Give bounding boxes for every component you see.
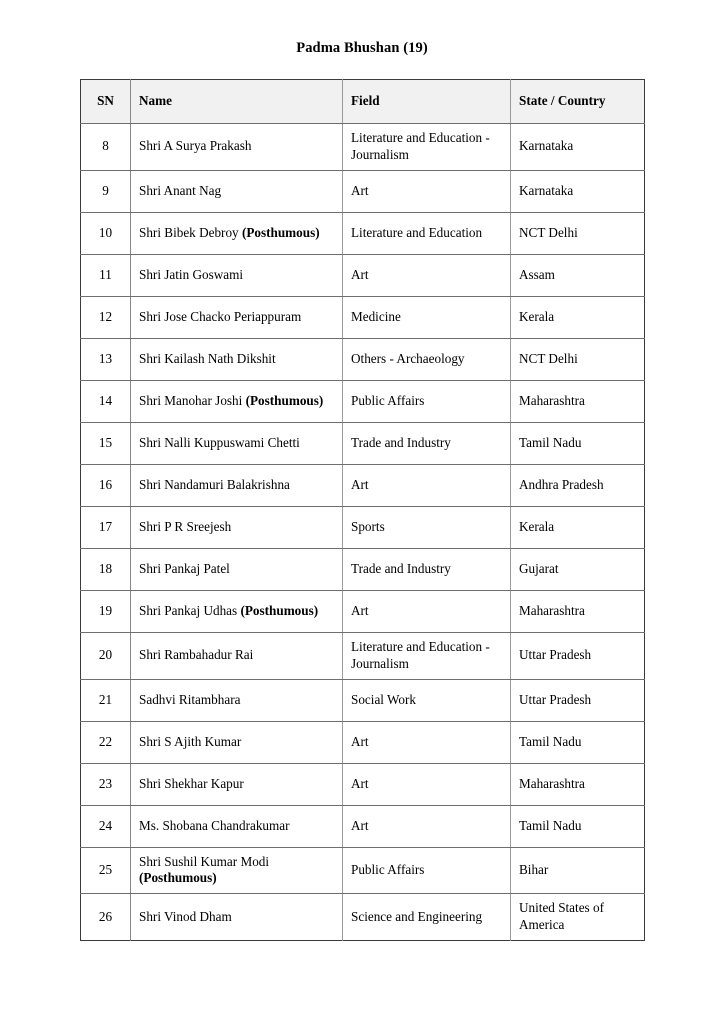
cell-state: United States of America [519,900,604,933]
cell-sn: 12 [81,296,131,338]
table-body [81,124,645,941]
cell-field: Literature and Education - Journalism [343,124,511,171]
cell-field: Sports [343,506,511,548]
awardee-name: Shri Bibek Debroy [139,224,239,240]
cell-sn: 14 [81,380,131,422]
cell-name [131,506,343,548]
awardee-name: Shri Nalli Kuppuswami Chetti [139,434,300,450]
awardee-name: Shri Rambahadur Rai [139,647,254,663]
cell-sn: 13 [81,338,131,380]
cell-state: Maharashtra [511,380,645,422]
cell-field: Literature and Education [343,212,511,254]
posthumous-label: (Posthumous) [241,224,320,240]
cell-name [131,124,343,171]
cell-sn: 24 [81,805,131,847]
cell-field: Trade and Industry [343,548,511,590]
cell-sn: 22 [81,721,131,763]
awards-table-container [80,79,644,941]
cell-state: Kerala [511,296,645,338]
cell-field: Art [343,170,511,212]
cell-name [131,338,343,380]
table-header [81,80,645,124]
table-row [81,679,645,721]
cell-state: Tamil Nadu [511,805,645,847]
cell-name [131,763,343,805]
cell-name [131,679,343,721]
cell-state: Gujarat [511,548,645,590]
awardee-name: Shri Nandamuri Balakrishna [139,476,290,492]
awardee-name: Shri Vinod Dham [139,908,232,924]
cell-state: Bihar [511,847,645,894]
cell-field: Others - Archaeology [343,338,511,380]
cell-field: Art [343,763,511,805]
column-header-field: Field [343,80,511,124]
cell-sn: 16 [81,464,131,506]
padma-bhushan-table [80,79,645,941]
cell-name [131,894,343,941]
awardee-name: Sadhvi Ritambhara [139,691,241,707]
cell-name [131,548,343,590]
table-row [81,422,645,464]
awardee-name: Shri Manohar Joshi [139,392,243,408]
table-row [81,763,645,805]
table-header-row [81,80,645,124]
cell-state: Uttar Pradesh [511,679,645,721]
awardee-name: Shri Kailash Nath Dikshit [139,350,276,366]
awardee-name: Shri Sushil Kumar Modi [139,853,270,869]
cell-state: Karnataka [511,170,645,212]
table-row [81,124,645,171]
awardee-name: Shri Anant Nag [139,182,222,198]
awardee-name: Ms. Shobana Chandrakumar [139,817,290,833]
cell-sn: 25 [81,847,131,894]
cell-sn: 8 [81,124,131,171]
cell-name [131,170,343,212]
cell-name [131,464,343,506]
table-row [81,296,645,338]
table-row [81,464,645,506]
awardee-name: Shri Pankaj Udhas [139,602,238,618]
table-row [81,254,645,296]
cell-field: Art [343,464,511,506]
cell-field: Art [343,590,511,632]
table-row [81,894,645,941]
cell-name [131,847,343,894]
cell-state: Karnataka [511,124,645,171]
page-title: Padma Bhushan (19) [296,40,428,56]
cell-state: Tamil Nadu [511,721,645,763]
cell-name [131,590,343,632]
posthumous-label: (Posthumous) [139,870,217,886]
awardee-name: Shri Jose Chacko Periappuram [139,308,302,324]
cell-field: Art [343,254,511,296]
cell-state: Maharashtra [511,763,645,805]
table-row [81,590,645,632]
table-row [81,548,645,590]
cell-name [131,805,343,847]
cell-field: Trade and Industry [343,422,511,464]
cell-sn: 20 [81,632,131,679]
cell-state: Assam [511,254,645,296]
cell-field: Public Affairs [343,380,511,422]
cell-sn: 23 [81,763,131,805]
cell-field: Public Affairs [343,847,511,894]
cell-name [131,254,343,296]
cell-field: Art [343,721,511,763]
posthumous-label: (Posthumous) [240,602,319,618]
cell-state: NCT Delhi [511,212,645,254]
table-row [81,380,645,422]
table-row [81,212,645,254]
cell-name [131,380,343,422]
awardee-name: Shri A Surya Prakash [139,138,252,154]
table-row [81,805,645,847]
cell-state: Uttar Pradesh [511,632,645,679]
table-row [81,721,645,763]
cell-sn: 17 [81,506,131,548]
cell-state: NCT Delhi [511,338,645,380]
cell-sn: 9 [81,170,131,212]
awardee-name: Shri Pankaj Patel [139,560,230,576]
table-row [81,170,645,212]
cell-sn: 21 [81,679,131,721]
table-row [81,338,645,380]
cell-sn: 11 [81,254,131,296]
cell-sn: 18 [81,548,131,590]
table-row [81,506,645,548]
cell-state: Maharashtra [511,590,645,632]
cell-name [131,632,343,679]
cell-sn: 15 [81,422,131,464]
cell-sn: 26 [81,894,131,941]
column-header-state: State / Country [511,80,645,124]
cell-field: Literature and Education - Journalism [343,632,511,679]
cell-name [131,422,343,464]
cell-field: Social Work [343,679,511,721]
cell-name [131,296,343,338]
cell-sn: 10 [81,212,131,254]
posthumous-label: (Posthumous) [245,392,324,408]
awardee-name: Shri Shekhar Kapur [139,775,244,791]
cell-field: Science and Engineering [343,894,511,941]
cell-state: Andhra Pradesh [511,464,645,506]
cell-name [131,212,343,254]
awardee-name: Shri P R Sreejesh [139,518,232,534]
cell-name [131,721,343,763]
cell-field: Art [343,805,511,847]
column-header-name: Name [131,80,343,124]
cell-sn: 19 [81,590,131,632]
awardee-name: Shri S Ajith Kumar [139,733,242,749]
table-row [81,632,645,679]
awardee-name: Shri Jatin Goswami [139,266,244,282]
table-row [81,847,645,894]
cell-state: Kerala [511,506,645,548]
cell-state: Tamil Nadu [511,422,645,464]
column-header-sn: SN [81,80,131,124]
cell-field: Medicine [343,296,511,338]
